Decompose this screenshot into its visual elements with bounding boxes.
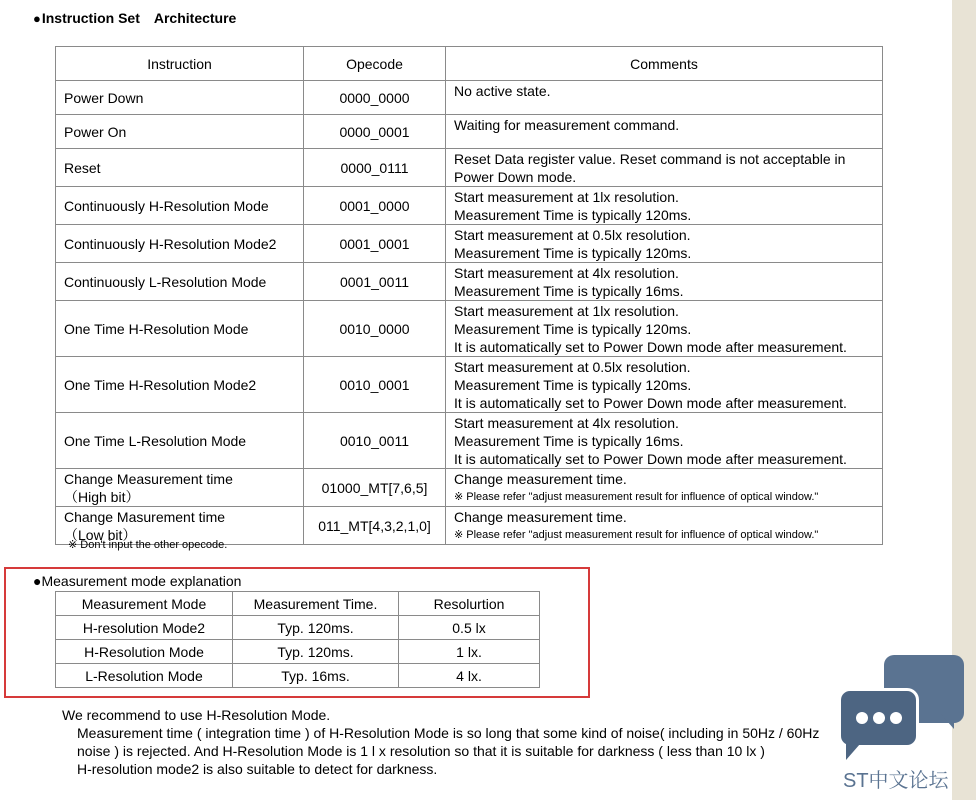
instruction-table (55, 46, 883, 545)
instruction-text: Continuously H-Resolution Mode2 (64, 235, 277, 252)
instruction-text: Power On (64, 123, 127, 140)
header-measurement-time: Measurement Time. (233, 592, 399, 616)
comment-line: Measurement Time is typically 120ms. (454, 321, 692, 337)
comment-line: Start measurement at 4lx resolution. (454, 265, 679, 281)
recommendation-text (62, 706, 819, 778)
instruction-text: Power Down (64, 89, 144, 106)
instruction-cell (56, 149, 304, 187)
header-measurement-mode: Measurement Mode (56, 592, 233, 616)
comment-note: ※ Please refer "adjust measurement result for influence of optical window." (454, 529, 819, 541)
comments-cell (446, 81, 883, 115)
comment-line: Change measurement time. (454, 509, 627, 525)
instruction-text: Reset (64, 159, 101, 176)
comment-line: Measurement Time is typically 16ms. (454, 433, 684, 449)
table-row (56, 81, 883, 115)
table-row (56, 187, 883, 225)
table-row (56, 149, 883, 187)
watermark-tail (846, 744, 860, 760)
opecode-cell: 011_MT[4,3,2,1,0] (304, 507, 446, 545)
comments-cell (446, 507, 883, 545)
opecode-cell: 0000_0000 (304, 81, 446, 115)
instruction-text: （Low bit） (64, 526, 137, 543)
opecode-cell: 0001_0000 (304, 187, 446, 225)
chat-bubbles-icon (838, 688, 919, 748)
section-title-text: Instruction Set Architecture (41, 10, 237, 26)
comments-cell (446, 187, 883, 225)
comment-line: Measurement Time is typically 16ms. (454, 283, 684, 299)
instruction-text: （High bit） (64, 488, 140, 505)
instruction-text: Continuously L-Resolution Mode (64, 273, 267, 290)
table-row (56, 469, 883, 507)
comment-line: Power Down mode. (454, 169, 577, 185)
instruction-cell (56, 413, 304, 469)
instruction-table-body (56, 81, 883, 545)
mode-time-cell: Typ. 16ms. (233, 664, 399, 688)
comments-cell (446, 263, 883, 301)
instruction-text: Change Measurement time (64, 470, 233, 487)
table-row (56, 115, 883, 149)
instruction-cell (56, 115, 304, 149)
comments-cell (446, 225, 883, 263)
comment-line: Start measurement at 4lx resolution. (454, 415, 679, 431)
instruction-cell (56, 187, 304, 225)
comment-line: Reset Data register value. Reset command is not acceptable in (454, 151, 846, 167)
comments-cell (446, 149, 883, 187)
header-opecode: Opecode (304, 47, 446, 81)
comment-line: Start measurement at 0.5lx resolution. (454, 227, 691, 243)
comment-line: Waiting for measurement command. (454, 117, 680, 133)
instruction-text: One Time H-Resolution Mode2 (64, 376, 257, 393)
mode-table-header-row (56, 592, 540, 616)
mode-time-cell: Typ. 120ms. (233, 640, 399, 664)
comment-line: Change measurement time. (454, 471, 627, 487)
comment-line: Measurement Time is typically 120ms. (454, 207, 692, 223)
mode-time-cell: Typ. 120ms. (233, 616, 399, 640)
table-row (56, 664, 540, 688)
mode-name-cell: H-resolution Mode2 (56, 616, 233, 640)
recommendation-line: We recommend to use H-Resolution Mode. (62, 707, 331, 723)
mode-explanation-title: ●Measurement mode explanation (33, 573, 242, 589)
recommendation-line: noise ) is rejected. And H-Resolution Mode is 1 l x resolution so that it is suitable for darkness ( less than 10 lx ) (77, 743, 765, 759)
footnote: ※ Don't input the other opecode. (68, 539, 228, 551)
comments-cell (446, 413, 883, 469)
table-row (56, 357, 883, 413)
instruction-text: Change Masurement time (64, 508, 226, 525)
opecode-cell: 0001_0001 (304, 225, 446, 263)
opecode-cell: 0010_0000 (304, 301, 446, 357)
comment-line: Start measurement at 1lx resolution. (454, 303, 679, 319)
comments-cell (446, 469, 883, 507)
opecode-cell: 0001_0011 (304, 263, 446, 301)
instruction-text: One Time H-Resolution Mode (64, 320, 249, 337)
opecode-cell: 0000_0001 (304, 115, 446, 149)
opecode-cell: 01000_MT[7,6,5] (304, 469, 446, 507)
header-comments: Comments (446, 47, 883, 81)
mode-resolution-cell: 1 lx. (399, 640, 540, 664)
mode-name-cell: L-Resolution Mode (56, 664, 233, 688)
mode-name-cell: H-Resolution Mode (56, 640, 233, 664)
comments-cell (446, 357, 883, 413)
instruction-cell (56, 263, 304, 301)
instruction-cell (56, 225, 304, 263)
header-resolution: Resolurtion (399, 592, 540, 616)
table-row (56, 225, 883, 263)
instruction-cell (56, 357, 304, 413)
table-row (56, 413, 883, 469)
table-header-row (56, 47, 883, 81)
recommendation-line: Measurement time ( integration time ) of H-Resolution Mode is so long that some kind of noise( including in 50Hz / 60Hz (77, 725, 820, 741)
opecode-cell: 0010_0011 (304, 413, 446, 469)
comments-cell (446, 115, 883, 149)
comment-line: Start measurement at 1lx resolution. (454, 189, 679, 205)
comment-line: Measurement Time is typically 120ms. (454, 245, 692, 261)
table-row (56, 640, 540, 664)
opecode-cell: 0010_0001 (304, 357, 446, 413)
watermark-text: ST中文论坛 (843, 770, 949, 792)
opecode-cell: 0000_0111 (304, 149, 446, 187)
comment-line: It is automatically set to Power Down mode after measurement. (454, 395, 847, 411)
table-row (56, 263, 883, 301)
comment-line: Start measurement at 0.5lx resolution. (454, 359, 691, 375)
instruction-cell (56, 301, 304, 357)
table-row (56, 616, 540, 640)
instruction-text: One Time L-Resolution Mode (64, 432, 247, 449)
mode-table (55, 591, 540, 688)
header-instruction: Instruction (56, 47, 304, 81)
comment-line: It is automatically set to Power Down mode after measurement. (454, 339, 847, 355)
comment-note: ※ Please refer "adjust measurement result for influence of optical window." (454, 491, 819, 503)
table-row (56, 301, 883, 357)
bullet-icon: ● (33, 11, 41, 26)
comment-line: Measurement Time is typically 120ms. (454, 377, 692, 393)
mode-table-body (56, 616, 540, 688)
section-title (33, 8, 236, 28)
mode-resolution-cell: 4 lx. (399, 664, 540, 688)
instruction-cell (56, 81, 304, 115)
instruction-cell (56, 469, 304, 507)
instruction-text: Continuously H-Resolution Mode (64, 197, 269, 214)
mode-resolution-cell: 0.5 lx (399, 616, 540, 640)
comment-line: No active state. (454, 83, 551, 99)
recommendation-line: H-resolution mode2 is also suitable to detect for darkness. (77, 761, 438, 777)
comments-cell (446, 301, 883, 357)
comment-line: It is automatically set to Power Down mode after measurement. (454, 451, 847, 467)
